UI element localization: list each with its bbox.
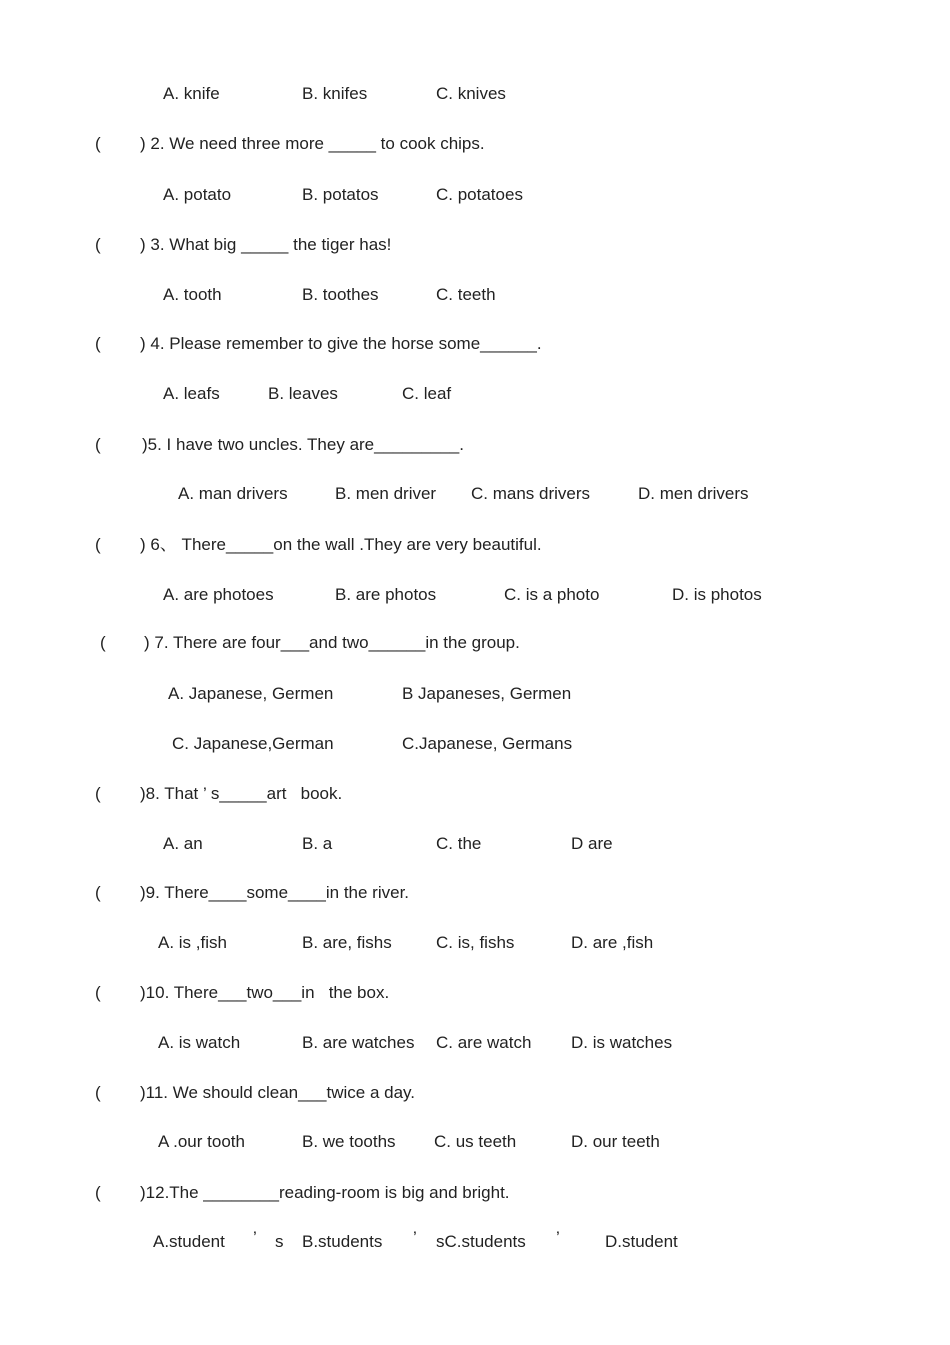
- q3-option-a: A. tooth: [163, 285, 222, 304]
- q8-question: )8. That ’ s_____art book.: [140, 784, 343, 803]
- q8-option-a: A. an: [163, 834, 203, 853]
- q10-answer-paren[interactable]: (: [95, 983, 101, 1002]
- q11-option-c: C. us teeth: [434, 1132, 517, 1151]
- q4-question: ) 4. Please remember to give the horse some______.: [140, 334, 542, 353]
- q12-option-a-suffix: s: [275, 1232, 284, 1251]
- q6-option-b: B. are photos: [335, 585, 437, 604]
- q7-option-b: B Japaneses, Germen: [402, 684, 572, 703]
- q6-question: ) 6、 There_____on the wall .They are very beautiful.: [140, 535, 542, 554]
- q11-option-d: D. our teeth: [571, 1132, 660, 1151]
- q6-answer-paren[interactable]: (: [95, 535, 101, 554]
- q2-option-c: C. potatoes: [436, 185, 523, 204]
- q8-option-b: B. a: [302, 834, 333, 853]
- q12-option-a: A.student: [153, 1232, 225, 1251]
- q10-option-b: B. are watches: [302, 1033, 415, 1052]
- q5-option-a: A. man drivers: [178, 484, 288, 503]
- q12-option-b: B.students: [302, 1232, 383, 1251]
- q10-question: )10. There___two___in the box.: [140, 983, 390, 1002]
- q12-option-d: D.student: [605, 1232, 678, 1251]
- q5-option-c: C. mans drivers: [471, 484, 591, 503]
- q7-option-a: A. Japanese, Germen: [168, 684, 334, 703]
- q9-question: )9. There____some____in the river.: [140, 883, 410, 902]
- q6-option-a: A. are photoes: [163, 585, 274, 604]
- q12-question: )12.The ________reading-room is big and bright.: [140, 1183, 510, 1202]
- q8-option-c: C. the: [436, 834, 482, 853]
- q2-question: ) 2. We need three more _____ to cook chips.: [140, 134, 485, 153]
- q9-option-c: C. is, fishs: [436, 933, 515, 952]
- q10-option-c: C. are watch: [436, 1033, 532, 1052]
- q9-option-a: A. is ,fish: [158, 933, 227, 952]
- q3-option-b: B. toothes: [302, 285, 379, 304]
- q12-option-c: sC.students: [436, 1232, 526, 1251]
- q3-question: ) 3. What big _____ the tiger has!: [140, 235, 392, 254]
- q1-option-b: B. knifes: [302, 84, 368, 103]
- q5-option-b: B. men driver: [335, 484, 437, 503]
- q6-option-c: C. is a photo: [504, 585, 600, 604]
- q12-answer-paren[interactable]: (: [95, 1183, 101, 1202]
- q6-option-d: D. is photos: [672, 585, 762, 604]
- q10-option-d: D. is watches: [571, 1033, 673, 1052]
- q9-option-b: B. are, fishs: [302, 933, 392, 952]
- q1-option-c: C. knives: [436, 84, 506, 103]
- q2-option-a: A. potato: [163, 185, 232, 204]
- q7-question: ) 7. There are four___and two______in the group.: [144, 633, 520, 652]
- q9-answer-paren[interactable]: (: [95, 883, 101, 902]
- q12-apostrophe-2: ’: [413, 1228, 417, 1247]
- q8-option-d: D are: [571, 834, 613, 853]
- q7-option-c: C. Japanese,German: [172, 734, 334, 753]
- q12-apostrophe-1: ’: [253, 1228, 257, 1247]
- q2-answer-paren[interactable]: (: [95, 134, 101, 153]
- q5-question: )5. I have two uncles. They are_________.: [142, 435, 464, 454]
- q7-answer-paren[interactable]: (: [100, 633, 106, 652]
- q10-option-a: A. is watch: [158, 1033, 241, 1052]
- q11-answer-paren[interactable]: (: [95, 1083, 101, 1102]
- q12-apostrophe-3: ’: [556, 1228, 560, 1247]
- q1-option-a: A. knife: [163, 84, 220, 103]
- q4-option-a: A. leafs: [163, 384, 220, 403]
- q3-answer-paren[interactable]: (: [95, 235, 101, 254]
- q3-option-c: C. teeth: [436, 285, 496, 304]
- q2-option-b: B. potatos: [302, 185, 379, 204]
- q7-option-c2: C.Japanese, Germans: [402, 734, 573, 753]
- q4-option-b: B. leaves: [268, 384, 338, 403]
- q5-answer-paren[interactable]: (: [95, 435, 101, 454]
- q5-option-d: D. men drivers: [638, 484, 749, 503]
- q11-option-b: B. we tooths: [302, 1132, 396, 1151]
- q11-option-a: A .our tooth: [158, 1132, 245, 1151]
- q4-answer-paren[interactable]: (: [95, 334, 101, 353]
- q8-answer-paren[interactable]: (: [95, 784, 101, 803]
- q9-option-d: D. are ,fish: [571, 933, 654, 952]
- q4-option-c: C. leaf: [402, 384, 452, 403]
- q11-question: )11. We should clean___twice a day.: [140, 1083, 415, 1102]
